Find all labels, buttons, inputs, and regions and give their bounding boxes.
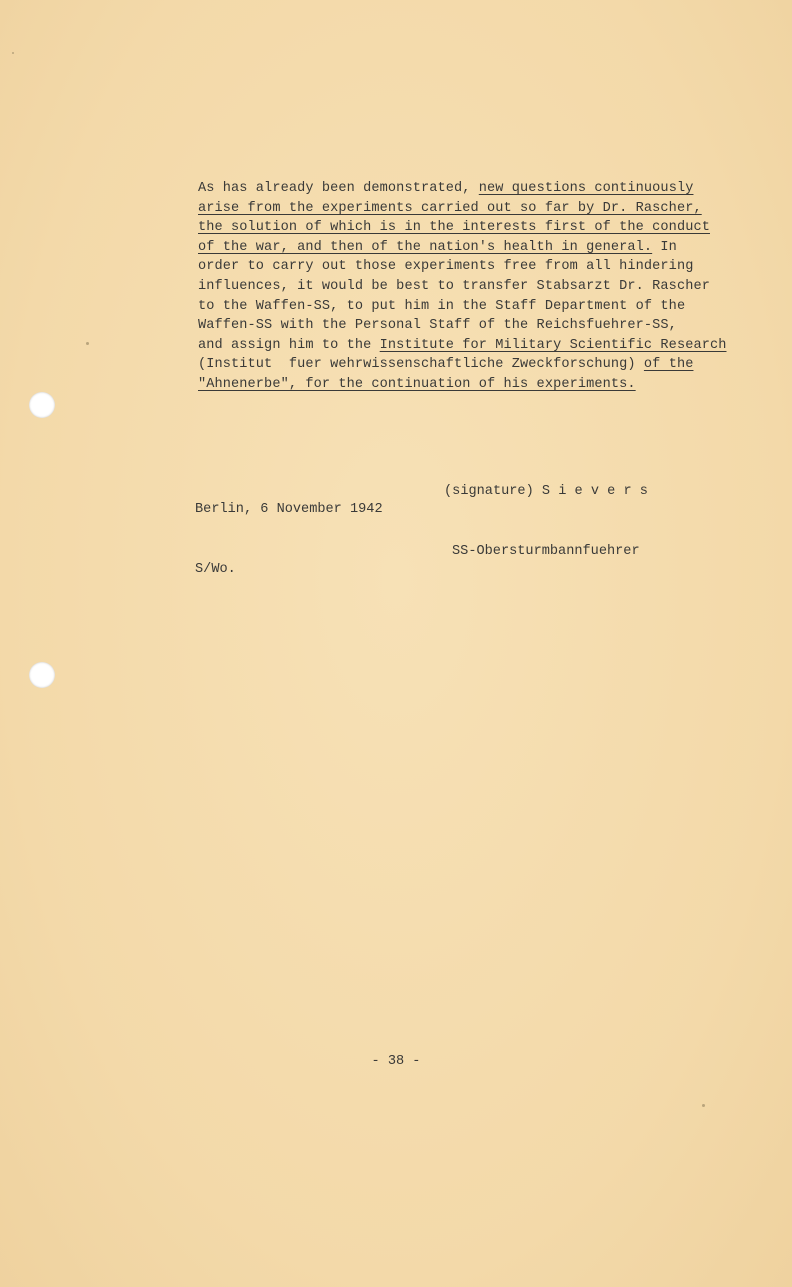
- underlined-text: arise from the experiments carried out so far by Dr. Rascher,: [198, 200, 702, 216]
- paragraph-text: In: [652, 239, 677, 255]
- signature-block: [444, 442, 648, 602]
- page-number: - 38 -: [371, 1054, 421, 1069]
- punch-hole-bottom: [29, 662, 55, 688]
- paragraph-text: and assign him to the: [198, 337, 380, 353]
- underlined-text: new questions continuously: [478, 181, 694, 196]
- paragraph-line: [198, 218, 738, 238]
- paper-speck: [86, 342, 89, 345]
- reference-initials: S/Wo.: [195, 562, 236, 577]
- place-date-block: [195, 460, 383, 620]
- paragraph-line: [198, 179, 738, 199]
- paragraph-text: (Institut fuer wehrwissenschaftliche Zweckforschung): [198, 357, 644, 373]
- underlined-text: Institute for Military Scientific Research: [379, 337, 727, 353]
- signatory-rank: SS-Obersturmbannfuehrer: [452, 544, 640, 559]
- paragraph-line: [198, 355, 738, 375]
- paragraph-line: [198, 257, 738, 277]
- paragraph-line: [198, 316, 738, 336]
- paragraph-line: [198, 238, 738, 258]
- place-date: Berlin, 6 November 1942: [195, 502, 383, 517]
- underlined-text: the solution of which is in the interests first of the conduct: [198, 220, 710, 236]
- signature: (signature) S i e v e r s: [444, 484, 648, 499]
- paper-speck: [702, 1104, 705, 1107]
- paragraph-text: order to carry out those experiments free from all hindering: [198, 259, 694, 275]
- paper-speck: [12, 52, 14, 54]
- body-paragraph: [198, 179, 738, 395]
- paragraph-line: [198, 199, 738, 219]
- underlined-text: of the war, and then of the nation's health in general.: [198, 239, 653, 255]
- paragraph-line: [198, 336, 738, 356]
- underlined-text: of the: [643, 357, 694, 373]
- punch-hole-top: [29, 392, 55, 418]
- paragraph-text: influences, it would be best to transfer Stabsarzt Dr. Rascher: [198, 278, 710, 294]
- underlined-text: "Ahnenerbe", for the continuation of his experiments.: [198, 376, 636, 392]
- paragraph-text: to the Waffen-SS, to put him in the Staff Department of the: [198, 298, 686, 314]
- paragraph-line: [198, 277, 738, 297]
- paragraph-line: [198, 297, 738, 317]
- paragraph-text: As has already been demonstrated,: [198, 181, 479, 196]
- paragraph-line: [198, 375, 738, 395]
- paragraph-text: Waffen-SS with the Personal Staff of the Reichsfuehrer-SS,: [198, 318, 677, 334]
